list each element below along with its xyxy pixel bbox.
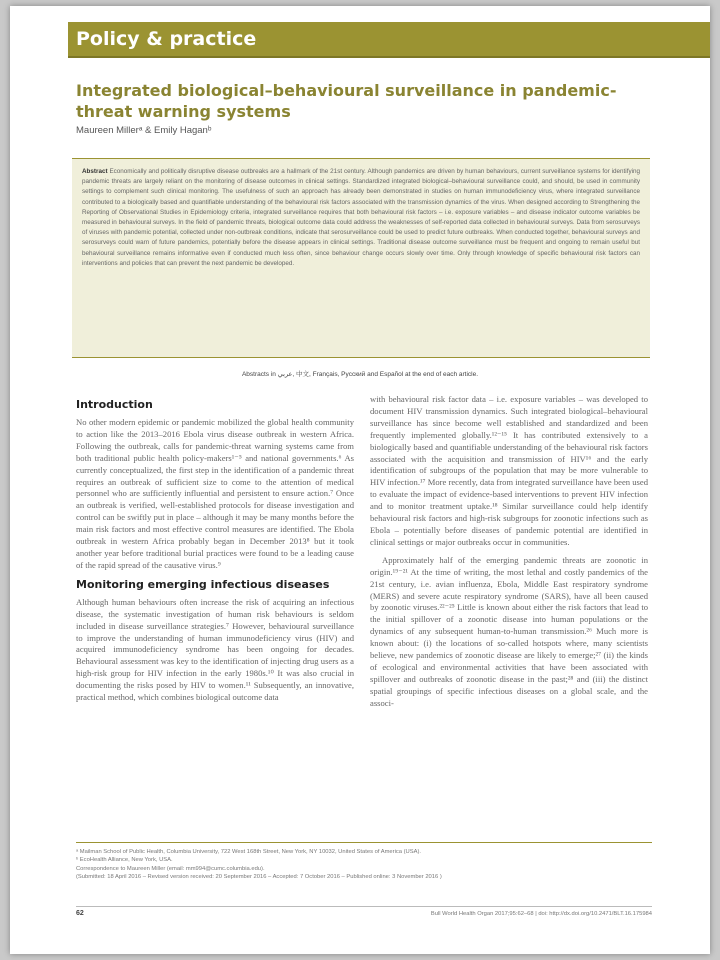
- surveillance-paragraph: with behavioural risk factor data – i.e. exposure variables – was developed to document HIV transmission dynamics. Such integrated biological–behavioural surveillance has since become well established and standardized and been frequently implemented globally.¹²⁻¹⁵ It has contributed extensively to a biologically based and quantifiable understanding of the behavioural risk factors associated with the acquisition and transmission of HIV¹⁶ and the early identification of subgroups of the population that may be more vulnerable to HIV infection.¹⁷ More recently, data from integrated surveillance have been used to evaluate the impact of evidence-based interventions to prevent HIV infection and to monitor treatment uptake.¹⁸ Similar surveillance could help identify behavioural risk factors and high-risk subgroups for zoonotic infections such as Ebola – potentially before diseases of pandemic potential are identified in clinical settings or major outbreaks occur in communities.: [370, 394, 648, 547]
- right-column: [370, 394, 648, 834]
- footnote-divider: [76, 842, 652, 843]
- monitoring-heading: Monitoring emerging infectious diseases: [76, 577, 330, 591]
- footer-divider: [76, 906, 652, 907]
- submission-dates: (Submitted: 18 April 2016 – Revised version received: 20 September 2016 – Accepted: 7 October 2016 – Published online: 3 November 2016 ): [76, 874, 442, 881]
- affiliation-b: ᵇ EcoHealth Alliance, New York, USA.: [76, 857, 173, 864]
- correspondence-note: Correspondence to Maureen Miller (email: mm994@cumc.columbia.edu).: [76, 865, 265, 872]
- zoonotic-paragraph: Approximately half of the emerging pandemic threats are zoonotic in origin.¹⁹⁻²¹ At the time of writing, the most lethal and costly pandemics of the 21st century, i.e. avian influenza, Ebola, Middle East respiratory syndrome (MERS) and severe acute respiratory syndrome (SARS), have all been caused by zoonotic viruses.²²⁻²⁵ Little is known about either the risk factors that lead to the initial spillover of a zoonotic disease into human populations or the dynamics of any subsequent human-to-human transmission.²⁶ Much more is known about: (i) the locations of so-called hotspots where, many scientists believe, new pandemics of zoonotic disease are likely to emerge;²⁷ (ii) the kinds of ecological and environmental activities that have been associated with spillover and outbreaks of zoonotic disease in the past;²⁸ and (iii) the distinct spatial groupings of specific infectious diseases on a global scale, and the associ-: [370, 554, 648, 708]
- affiliation-a: ᵃ Mailman School of Public Health, Columbia University, 722 West 168th Street, New York, NY 10032, United States of America (USA).: [76, 849, 421, 855]
- abstract-box: [72, 158, 650, 358]
- abstract-label: Abstract: [82, 168, 108, 175]
- paper-page: [10, 6, 710, 954]
- abstract-text: Economically and politically disruptive disease outbreaks are a hallmark of the 21st century. Although pandemics are driven by human behaviours, current surveillance systems for identifying pandemic threats are largely reliant on the monitoring of disease outcomes in clinical settings. Standardized integrated biological–behavioural surveillance could, and should, be used in community settings to complement such clinical monitoring. The usefulness of such an approach has already been demonstrated in studies on human immunodeficiency virus, where integrated surveillance contributed to a biologically based and quantifiable understanding of the behavioural risk factors associated with the transmission dynamics of the virus. When designed according to Strengthening the Reporting of Observational Studies in Epidemiology criteria, integrated surveillance requires that both behavioural risk factors – i.e. exposure variables – and disease indicator outcome variables be measured in behavioural surveys. In the field of pandemic threats, biological outcome data could address the weaknesses of self-reported data collected in behavioural surveys. Data from serosurveys of viruses with pandemic potential, collected under non-outbreak conditions, indicate that serosurveillance could be used to predict future outbreaks. When conducted together, behavioural surveys and serosurveys could warn of future pandemics, potentially before the disease appears in clinical settings. Traditional disease outcome surveillance must be frequent and ongoing to remain useful but behavioural surveillance remains informative even if conducted much less often, since behaviour change occurs slowly over time. Only through knowledge of specific behavioural risk factors can interventions and policies that can prevent the next pandemic be developed.: [82, 168, 641, 267]
- left-column: [76, 394, 354, 834]
- page-number: 62: [76, 910, 84, 917]
- abstracts-languages-note: Abstracts in عربي, 中文, Français, Русский and Español at the end of each article.: [241, 371, 479, 378]
- banner-underline: [68, 56, 710, 58]
- journal-reference: Bull World Health Organ 2017;95:62–68 | doi: http://dx.doi.org/10.2471/BLT.16.175984: [430, 911, 652, 917]
- monitoring-paragraph: Although human behaviours often increase the risk of acquiring an infectious disease, the systematic investigation of human risk behaviours is seldom included in disease surveillance strategies.⁷ However, behavioural surveillance to improve the understanding of human immunodeficiency virus (HIV) and acquired immunodeficiency syndrome has been ongoing for decades. Behavioural assessment was key to the identification of injecting drug users as a high-risk group for HIV infection in the early 1980s.¹⁰ It was also crucial in documenting the risks posed by HIV to women.¹¹ Subsequently, an innovative, practical method, which combines biological outcome data: [76, 596, 354, 703]
- article-authors: Maureen Millerᵃ & Emily Haganᵇ: [76, 125, 212, 136]
- introduction-heading: Introduction: [76, 398, 153, 411]
- section-banner: [68, 22, 710, 56]
- article-title: Integrated biological–behavioural surveillance in pandemic-threat warning systems: [76, 81, 617, 121]
- footnotes: [76, 848, 652, 882]
- introduction-paragraph: No other modern epidemic or pandemic mobilized the global health community to action like the 2013–2016 Ebola virus disease outbreak in western Africa. Following the outbreak, calls for pandemic-threat warning systems came from both traditional public health policy-makers¹⁻⁵ and national governments.⁶ As currently conceptualized, the first step in the identification of a pandemic threat requires an outbreak of sufficient size to come to the attention of medical personnel who are sufficiently influential and persistent to ensure action.⁷ Once an outbreak is verified, well-established protocols for disease investigation and control can be swiftly put in place – although it may be many months before the main risk factors and most effective control measures are identified. The Ebola outbreak in western Africa probably began in December 2013⁸ but it took another year before traditional burial practices were found to be a leading cause of the rapid spread of the causative virus.⁹: [76, 417, 354, 570]
- section-label: Policy & practice: [76, 28, 257, 50]
